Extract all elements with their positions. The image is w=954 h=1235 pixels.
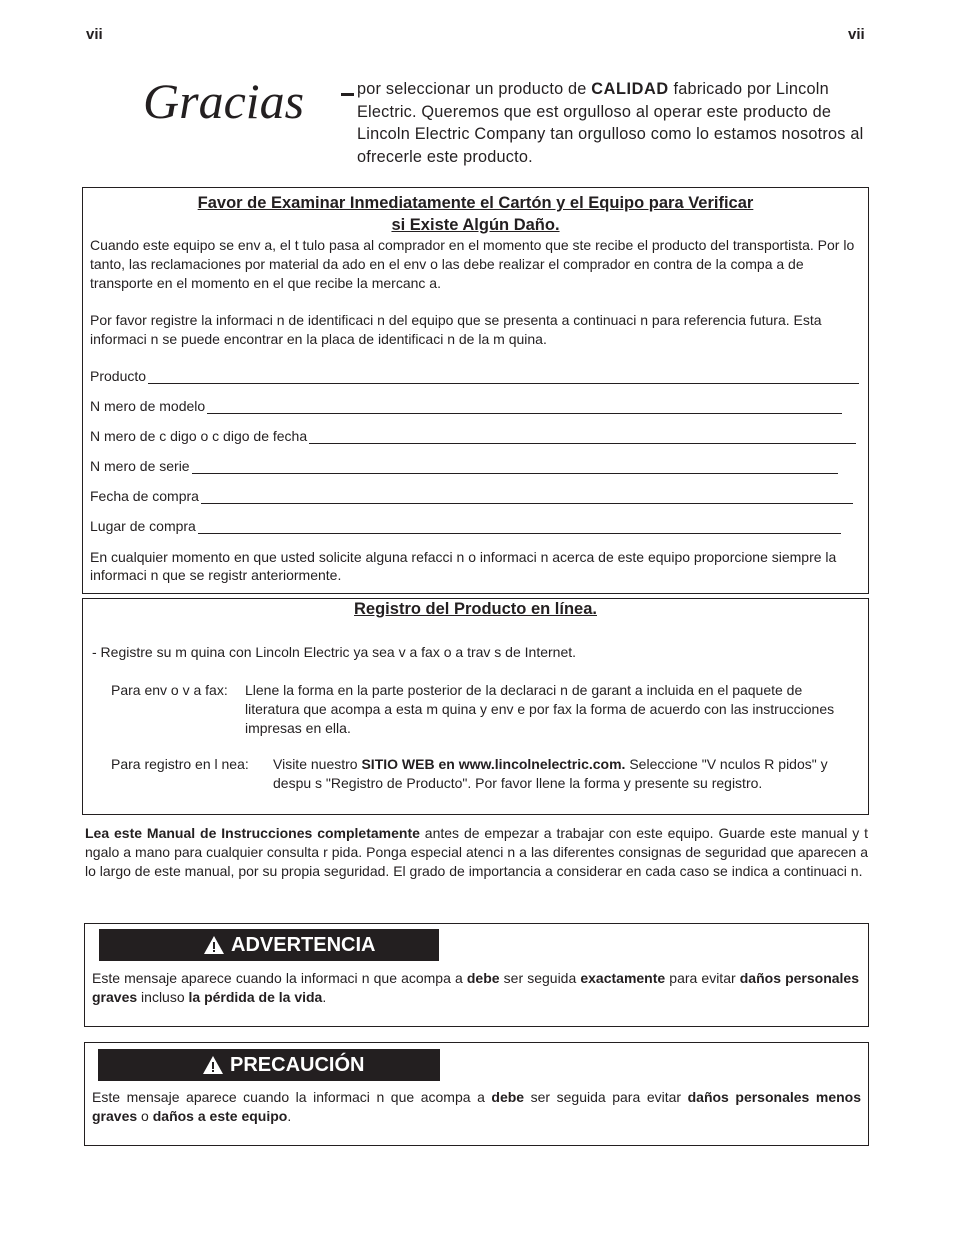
field-producto[interactable]: Producto — [90, 368, 859, 384]
warning-triangle-icon — [203, 935, 225, 955]
inspection-paragraph-1: Cuando este equipo se env a, el t tulo pasa al comprador en el momento que ste recibe el producto del transportista. Por lo tanto, las reclamaciones por material da ado en el env o las debe realizar el comprador en contra de la compa a de transporte en el momento en el que recibe la mercanc a. — [90, 237, 855, 291]
field-line[interactable] — [201, 489, 853, 504]
warning-title: ADVERTENCIA — [231, 933, 376, 956]
gracias-title: Gracias — [143, 73, 305, 129]
field-line[interactable] — [192, 459, 838, 474]
title-dash — [341, 93, 354, 96]
intro-paragraph: por seleccionar un producto de CALIDAD fabricado por Lincoln Electric. Queremos que est orgulloso al operar este producto de Lincoln Electric Company tan orgulloso como lo estamos nosotros al ofrecerle este producto. — [357, 80, 864, 166]
field-line[interactable] — [198, 519, 841, 534]
caution-title: PRECAUCIÓN — [230, 1053, 365, 1076]
caution-text: Este mensaje aparece cuando la informaci n que acompa a debe ser seguida para evitar daños personales menos graves o daños a este equipo. — [92, 1089, 861, 1124]
field-numero-modelo[interactable]: N mero de modelo — [90, 398, 842, 414]
page-number-left: vii — [86, 26, 103, 43]
website-link[interactable]: SITIO WEB en www.lincolnelectric.com. — [361, 756, 626, 772]
field-line[interactable] — [207, 399, 842, 414]
inspection-paragraph-2: Por favor registre la informaci n de identificaci n del equipo que se presenta a continuaci n para referencia futura. Esta informaci n se puede encontrar en la placa de identificaci n de la m quina. — [90, 312, 822, 347]
field-lugar-compra[interactable]: Lugar de compra — [90, 518, 841, 534]
registration-heading: Registro del Producto en línea. — [354, 600, 597, 618]
online-text: Visite nuestro SITIO WEB en www.lincolnelectric.com. Seleccione "V nculos R pidos" y despu s "Registro de Producto". Por favor llene la forma y presente su registro. — [273, 756, 828, 791]
warning-triangle-icon — [202, 1055, 224, 1075]
field-codigo-fecha[interactable]: N mero de c digo o c digo de fecha — [90, 428, 856, 444]
field-numero-serie[interactable]: N mero de serie — [90, 458, 838, 474]
inspection-paragraph-3: En cualquier momento en que usted solicite alguna refacci n o informaci n acerca de este equipo proporcione siempre la informaci n que se registr anteriormente. — [90, 549, 837, 583]
warning-text: Este mensaje aparece cuando la informaci n que acompa a debe ser seguida exactamente para evitar daños personales graves incluso la pérdida de la vida. — [92, 970, 859, 1005]
online-label: Para registro en l nea: — [111, 756, 249, 772]
warning-banner — [99, 929, 439, 961]
inspection-heading: Favor de Examinar Inmediatamente el Cartón y el Equipo para Verificar si Existe Algún Daño. — [197, 194, 754, 234]
field-line[interactable] — [148, 369, 859, 384]
page-number-right: vii — [848, 26, 865, 43]
fax-label: Para env o v a fax: — [111, 682, 228, 698]
field-fecha-compra[interactable]: Fecha de compra — [90, 488, 853, 504]
caution-banner — [98, 1049, 440, 1081]
manual-note: Lea este Manual de Instrucciones completamente antes de empezar a trabajar con este equipo. Guarde este manual y t ngalo a mano para cualquier consulta r pida. Ponga especial atenci n a las diferentes consignas de seguridad que aparecen a lo largo de este manual, por su propia seguridad. El grado de importancia a considerar en cada caso se indica a continuaci n. — [85, 825, 868, 879]
registration-bullet: - Registre su m quina con Lincoln Electric ya sea v a fax o a trav s de Internet. — [92, 644, 577, 660]
fax-text: Llene la forma en la parte posterior de la declaraci n de garant a incluida en el paquete de literatura que acompa a esta m quina y env e por fax la forma de acuerdo con las instrucciones impresas en ella. — [245, 682, 835, 736]
field-line[interactable] — [309, 429, 856, 444]
